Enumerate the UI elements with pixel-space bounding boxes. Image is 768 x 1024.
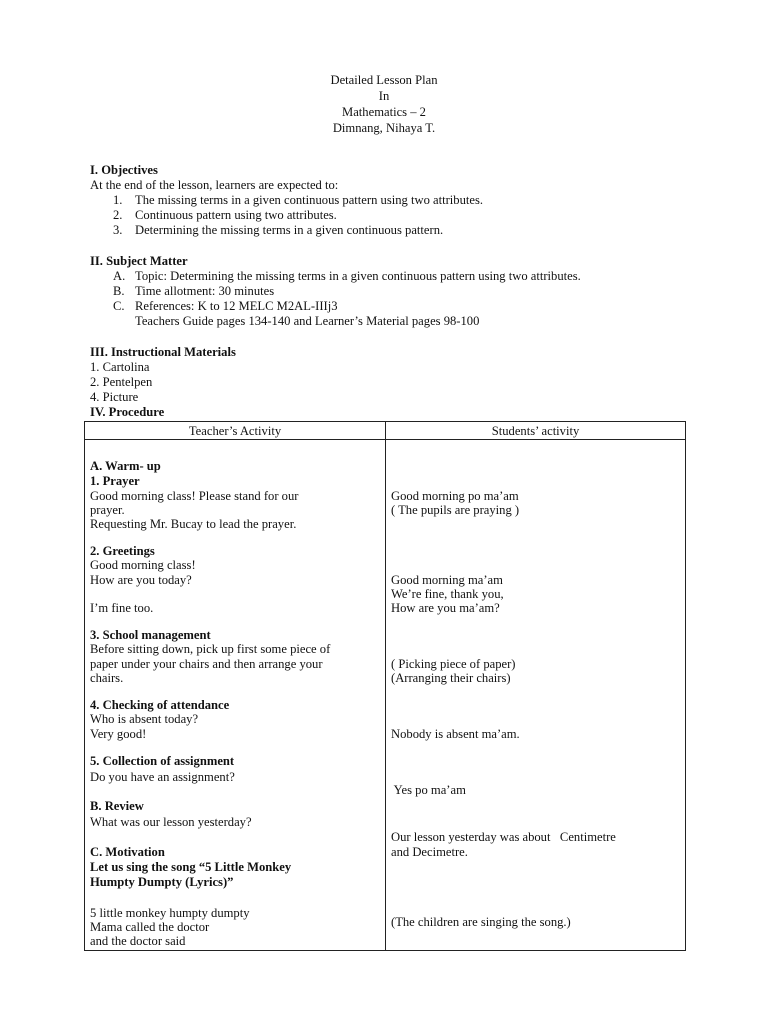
header-author: Dimnang, Nihaya T. [332,121,436,135]
lesson-plan-header [0,72,768,136]
student-line: Good morning po ma’am [391,489,519,503]
teacher-line: What was our lesson yesterday? [90,815,252,829]
subject-matter-title: II. Subject Matter [90,254,188,268]
greetings-heading: 2. Greetings [90,544,155,558]
objectives-intro: At the end of the lesson, learners are expected to: [90,178,339,192]
teacher-line: Very good! [90,727,147,741]
students-activity-cell [386,440,686,951]
objectives-section [90,163,710,238]
list-item: 1. The missing terms in a given continuous pattern using two attributes. [113,193,484,207]
teacher-line: Before sitting down, pick up first some piece of [90,642,331,656]
motivation-line: Let us sing the song “5 Little Monkey [90,860,292,874]
student-line: and Decimetre. [391,845,468,859]
teacher-line: Do you have an assignment? [90,770,235,784]
prayer-heading: 1. Prayer [90,474,140,488]
student-line: ( Picking piece of paper) [391,657,516,671]
teacher-line: prayer. [90,503,125,517]
teacher-line: chairs. [90,671,124,685]
subject-matter-list [90,269,710,314]
subject-matter-section [90,254,710,329]
procedure-table [84,421,686,951]
student-line: (Arranging their chairs) [391,671,511,685]
material-item: 2. Pentelpen [90,375,153,389]
teacher-activity-cell [85,440,386,951]
header-in: In [378,89,390,103]
teacher-line: Good morning class! Please stand for our [90,489,299,503]
teacher-line: Good morning class! [90,558,196,572]
student-line: Our lesson yesterday was about Centimetre [391,830,616,844]
materials-title: III. Instructional Materials [90,345,236,359]
warmup-heading: A. Warm- up [90,459,161,473]
student-line: ( The pupils are praying ) [391,503,520,517]
student-line: Good morning ma’am [391,573,503,587]
objectives-title: I. Objectives [90,163,158,177]
teacher-line: Who is absent today? [90,712,199,726]
references-continued: Teachers Guide pages 134-140 and Learner’s Material pages 98-100 [135,314,480,328]
song-line: 5 little monkey humpty dumpty [90,906,250,920]
list-item: A. Topic: Determining the missing terms in a given continuous pattern using two attributes. [113,269,581,283]
teacher-line: How are you today? [90,573,192,587]
list-item: 2. Continuous pattern using two attributes. [113,208,337,222]
teacher-line: Requesting Mr. Bucay to lead the prayer. [90,517,297,531]
teacher-activity-header: Teacher’s Activity [85,422,386,440]
review-heading: B. Review [90,799,144,813]
student-line: How are you ma’am? [391,601,500,615]
material-item: 4. Picture [90,390,139,404]
school-management-heading: 3. School management [90,628,211,642]
teacher-line: I’m fine too. [90,601,154,615]
procedure-title: IV. Procedure [90,405,165,419]
attendance-heading: 4. Checking of attendance [90,698,230,712]
objectives-list [90,193,710,238]
list-item: B. Time allotment: 30 minutes [113,284,275,298]
song-line: and the doctor said [90,934,186,948]
students-activity-header: Students’ activity [386,422,686,440]
assignment-heading: 5. Collection of assignment [90,754,235,768]
materials-section [90,345,710,420]
song-line: Mama called the doctor [90,920,210,934]
motivation-heading: C. Motivation [90,845,165,859]
student-line: Nobody is absent ma’am. [391,727,520,741]
motivation-line: Humpty Dumpty (Lyrics)” [90,875,234,889]
header-subject: Mathematics – 2 [342,105,426,119]
list-item: 3. Determining the missing terms in a given continuous pattern. [113,223,444,237]
list-item: C. References: K to 12 MELC M2AL-IIIj3 [113,299,338,313]
material-item: 1. Cartolina [90,360,150,374]
student-line: Yes po ma’am [391,783,466,797]
header-title: Detailed Lesson Plan [330,73,438,87]
teacher-line: paper under your chairs and then arrange your [90,657,323,671]
student-line: (The children are singing the song.) [391,915,571,929]
student-line: We’re fine, thank you, [391,587,504,601]
